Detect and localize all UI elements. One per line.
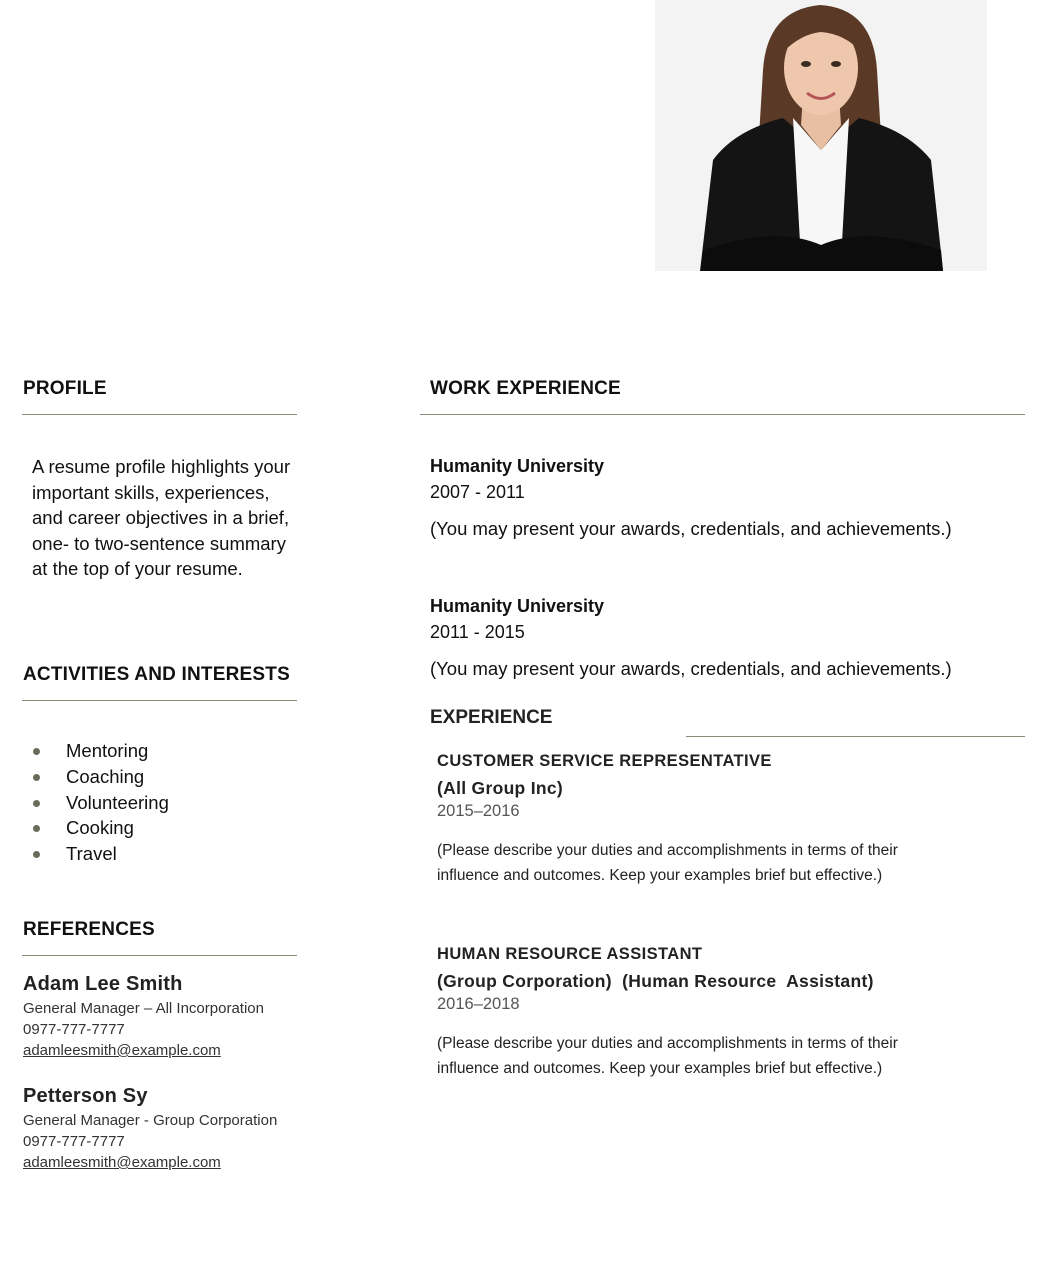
portrait-photo-icon [655,0,987,271]
profile-heading: PROFILE [23,378,107,399]
activities-divider [22,700,297,701]
bullet-icon [33,825,40,832]
institution-note: (You may present your awards, credentials, and achievements.) [430,658,952,679]
activities-heading: ACTIVITIES AND INTERESTS [23,664,290,685]
reference-email-link[interactable]: adamleesmith@example.com [23,1154,221,1171]
institution-years: 2007 - 2011 [430,482,525,502]
bullet-icon [33,774,40,781]
work-divider [420,414,1025,415]
job-company: (Group Corporation) (Human Resource Assistant) [437,971,874,991]
job-title: HUMAN RESOURCE ASSISTANT [437,945,703,963]
bullet-icon [33,748,40,755]
job-title: CUSTOMER SERVICE REPRESENTATIVE [437,752,772,770]
reference-title: General Manager – All Incorporation [23,1000,264,1017]
profile-summary: A resume profile highlights your important skills, experiences, and career objectives in a brief, one- to two-sentence summary at the top of your resume. [32,456,291,580]
reference-name: Petterson Sy [23,1085,148,1107]
reference-title: General Manager - Group Corporation [23,1112,278,1129]
job-years: 2016–2018 [437,995,520,1013]
reference-phone: 0977-777-7777 [23,1133,125,1150]
institution-name: Humanity University [430,596,605,616]
bullet-icon [33,800,40,807]
profile-photo [655,0,987,271]
reference-entry [23,973,333,1061]
institution-years: 2011 - 2015 [430,622,525,642]
list-item: Volunteering [33,790,169,816]
list-item: Cooking [33,815,169,841]
reference-entry [23,1085,333,1173]
reference-email-link[interactable]: adamleesmith@example.com [23,1042,221,1059]
job-description: (Please describe your duties and accomplishments in terms of their influence and outcomes. Keep your examples brief but effective.) [437,842,898,884]
list-item: Coaching [33,764,169,790]
work-experience-heading: WORK EXPERIENCE [430,378,621,399]
job-description: (Please describe your duties and accomplishments in terms of their influence and outcomes. Keep your examples brief but effective.) [437,1035,898,1077]
experience-heading: EXPERIENCE [430,707,553,728]
profile-divider [22,414,297,415]
interests-list [33,738,169,867]
job-years: 2015–2016 [437,802,520,820]
list-item: Mentoring [33,738,169,764]
reference-phone: 0977-777-7777 [23,1021,125,1038]
references-divider [22,955,297,956]
reference-name: Adam Lee Smith [23,973,183,995]
job-company: (All Group Inc) [437,778,564,798]
experience-divider [686,736,1025,737]
bullet-icon [33,851,40,858]
institution-name: Humanity University [430,456,605,476]
references-heading: REFERENCES [23,919,155,940]
list-item: Travel [33,841,169,867]
institution-note: (You may present your awards, credentials, and achievements.) [430,518,952,539]
